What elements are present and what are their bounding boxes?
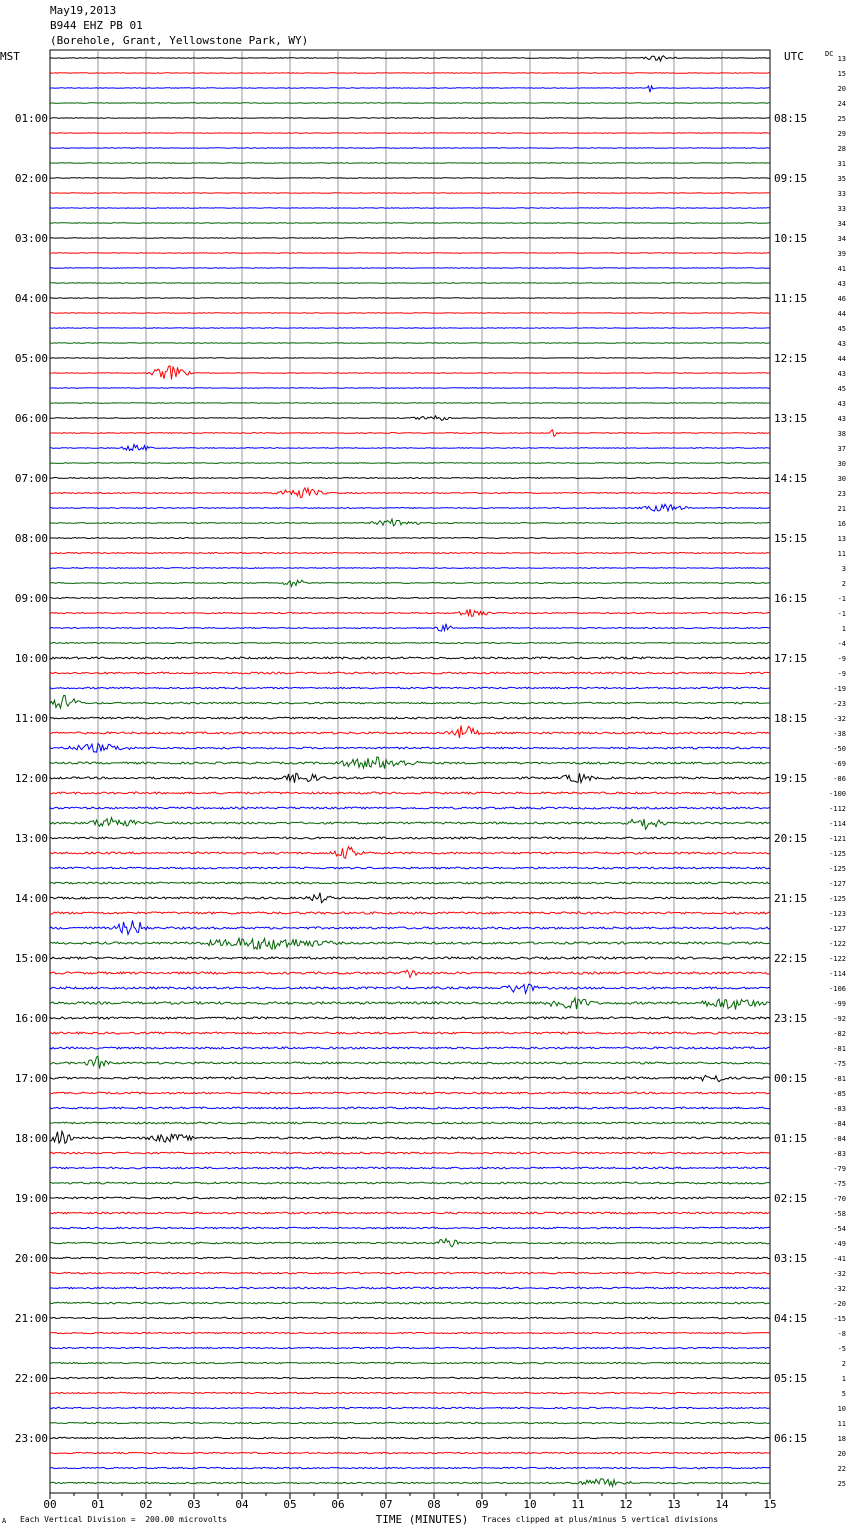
seismic-trace bbox=[50, 1047, 770, 1049]
right-hour-label: 12:15 bbox=[774, 352, 808, 365]
seismic-trace bbox=[50, 388, 770, 389]
seismic-trace bbox=[50, 163, 770, 164]
dc-offset-label: 43 bbox=[837, 415, 846, 423]
seismic-trace bbox=[50, 430, 770, 437]
seismic-trace bbox=[50, 921, 770, 935]
dc-offset-label: 22 bbox=[837, 1465, 846, 1473]
seismic-trace bbox=[50, 893, 770, 903]
x-tick-label: 15 bbox=[763, 1498, 777, 1511]
dc-offset-label: 38 bbox=[837, 430, 846, 438]
left-hour-label: 04:00 bbox=[14, 292, 48, 305]
seismic-trace bbox=[50, 1302, 770, 1304]
seismic-trace bbox=[50, 118, 770, 119]
dc-offset-label: 43 bbox=[837, 370, 846, 378]
right-hour-label: 21:15 bbox=[774, 892, 808, 905]
right-hour-label: 08:15 bbox=[774, 112, 808, 125]
seismic-trace bbox=[50, 792, 770, 794]
seismic-trace bbox=[50, 1479, 770, 1487]
seismic-trace bbox=[50, 597, 770, 598]
seismic-trace bbox=[50, 687, 770, 689]
seismic-trace bbox=[50, 1422, 770, 1423]
seismic-trace bbox=[50, 912, 770, 914]
seismic-trace bbox=[50, 726, 770, 739]
seismic-trace bbox=[50, 253, 770, 254]
dc-offset-label: -58 bbox=[833, 1210, 846, 1218]
dc-offset-label: -1 bbox=[837, 595, 846, 603]
right-hour-label: 14:15 bbox=[774, 472, 808, 485]
seismic-trace bbox=[50, 1167, 770, 1169]
seismic-trace bbox=[50, 343, 770, 344]
dc-offset-label: -83 bbox=[833, 1105, 846, 1113]
right-hour-label: 04:15 bbox=[774, 1312, 808, 1325]
left-hour-label: 14:00 bbox=[14, 892, 48, 905]
left-hour-label: 13:00 bbox=[14, 832, 48, 845]
seismic-trace bbox=[50, 268, 770, 269]
right-hour-label: 18:15 bbox=[774, 712, 808, 725]
dc-offset-label: 43 bbox=[837, 400, 846, 408]
seismic-trace bbox=[50, 773, 770, 783]
dc-offset-label: -1 bbox=[837, 610, 846, 618]
seismic-trace bbox=[50, 86, 770, 92]
dc-offset-label: 46 bbox=[837, 295, 846, 303]
seismic-trace bbox=[50, 298, 770, 299]
seismic-trace bbox=[50, 1317, 770, 1318]
seismic-trace bbox=[50, 103, 770, 104]
right-hour-label: 16:15 bbox=[774, 592, 808, 605]
dc-offset-label: -20 bbox=[833, 1300, 846, 1308]
seismic-trace bbox=[50, 938, 770, 949]
dc-offset-label: -32 bbox=[833, 1285, 846, 1293]
seismic-trace bbox=[50, 1212, 770, 1214]
dc-offset-label: -123 bbox=[829, 910, 846, 918]
seismic-trace bbox=[50, 1197, 770, 1199]
seismic-trace bbox=[50, 837, 770, 839]
seismic-trace bbox=[50, 504, 770, 511]
dc-offset-label: -54 bbox=[833, 1225, 846, 1233]
seismic-trace bbox=[50, 1287, 770, 1289]
dc-offset-label: -84 bbox=[833, 1135, 846, 1143]
seismic-trace bbox=[50, 1092, 770, 1094]
dc-offset-label: 25 bbox=[837, 1480, 846, 1488]
dc-offset-label: 5 bbox=[841, 1390, 846, 1398]
dc-offset-label: -114 bbox=[829, 820, 846, 828]
seismic-trace bbox=[50, 238, 770, 239]
seismic-trace bbox=[50, 553, 770, 554]
dc-offset-label: 10 bbox=[837, 1405, 846, 1413]
right-hour-label: 19:15 bbox=[774, 772, 808, 785]
chart-date: May19,2013 bbox=[50, 4, 117, 17]
dc-label: DC bbox=[825, 50, 834, 58]
seismic-trace bbox=[50, 1257, 770, 1259]
seismic-trace bbox=[50, 743, 770, 752]
seismic-trace bbox=[50, 1452, 770, 1453]
seismic-trace bbox=[50, 1122, 770, 1124]
dc-offset-label: 45 bbox=[837, 385, 846, 393]
dc-offset-label: 2 bbox=[841, 1360, 846, 1368]
x-tick-label: 10 bbox=[523, 1498, 537, 1511]
seismic-trace bbox=[50, 695, 770, 708]
dc-offset-label: 1 bbox=[841, 1375, 846, 1383]
right-axis-label: UTC bbox=[784, 50, 804, 63]
dc-offset-label: 30 bbox=[837, 475, 846, 483]
dc-offset-label: 29 bbox=[837, 130, 846, 138]
seismic-trace bbox=[50, 807, 770, 809]
right-hour-label: 02:15 bbox=[774, 1192, 808, 1205]
dc-offset-label: 13 bbox=[837, 55, 846, 63]
right-hour-label: 01:15 bbox=[774, 1132, 808, 1145]
seismic-trace bbox=[50, 73, 770, 74]
footer-left-mark: A bbox=[2, 1517, 7, 1525]
dc-offset-label: -38 bbox=[833, 730, 846, 738]
dc-offset-label: 20 bbox=[837, 1450, 846, 1458]
dc-offset-label: -8 bbox=[837, 1330, 846, 1338]
seismic-trace bbox=[50, 538, 770, 539]
dc-offset-label: -125 bbox=[829, 850, 846, 858]
dc-offset-label: -83 bbox=[833, 1150, 846, 1158]
left-hour-label: 19:00 bbox=[14, 1192, 48, 1205]
seismic-trace bbox=[50, 672, 770, 674]
dc-offset-label: 25 bbox=[837, 115, 846, 123]
seismic-trace bbox=[50, 1347, 770, 1348]
dc-offset-label: -127 bbox=[829, 880, 846, 888]
left-hour-label: 18:00 bbox=[14, 1132, 48, 1145]
x-tick-label: 11 bbox=[571, 1498, 585, 1511]
seismic-trace bbox=[50, 208, 770, 209]
right-hour-label: 17:15 bbox=[774, 652, 808, 665]
left-hour-label: 11:00 bbox=[14, 712, 48, 725]
seismic-trace bbox=[50, 717, 770, 719]
seismic-trace bbox=[50, 1152, 770, 1154]
x-tick-label: 01 bbox=[91, 1498, 105, 1511]
seismic-trace bbox=[50, 1437, 770, 1438]
x-tick-label: 12 bbox=[619, 1498, 633, 1511]
seismic-trace bbox=[50, 416, 770, 421]
seismic-trace bbox=[50, 445, 770, 451]
seismic-trace bbox=[50, 223, 770, 224]
dc-offset-label: 39 bbox=[837, 250, 846, 258]
dc-offset-label: -122 bbox=[829, 955, 846, 963]
dc-offset-label: -32 bbox=[833, 715, 846, 723]
dc-offset-label: -75 bbox=[833, 1060, 846, 1068]
left-hour-label: 06:00 bbox=[14, 412, 48, 425]
seismic-trace bbox=[50, 609, 770, 616]
x-tick-label: 14 bbox=[715, 1498, 729, 1511]
dc-offset-label: 16 bbox=[837, 520, 846, 528]
dc-offset-label: 34 bbox=[837, 220, 846, 228]
dc-offset-label: 23 bbox=[837, 490, 846, 498]
seismic-trace bbox=[50, 1227, 770, 1229]
left-hour-label: 10:00 bbox=[14, 652, 48, 665]
dc-offset-label: 31 bbox=[837, 160, 846, 168]
right-hour-label: 22:15 bbox=[774, 952, 808, 965]
left-hour-label: 17:00 bbox=[14, 1072, 48, 1085]
seismic-trace bbox=[50, 1056, 770, 1069]
dc-offset-label: -69 bbox=[833, 760, 846, 768]
left-hour-label: 12:00 bbox=[14, 772, 48, 785]
footer-clip-note: Traces clipped at plus/minus 5 vertical divisions bbox=[482, 1515, 719, 1524]
seismic-trace bbox=[50, 1131, 770, 1143]
seismic-trace bbox=[50, 283, 770, 284]
dc-offset-label: 33 bbox=[837, 190, 846, 198]
right-hour-label: 15:15 bbox=[774, 532, 808, 545]
dc-offset-label: -5 bbox=[837, 1345, 846, 1353]
dc-offset-label: 24 bbox=[837, 100, 846, 108]
seismic-trace bbox=[50, 148, 770, 149]
dc-offset-label: 37 bbox=[837, 445, 846, 453]
dc-offset-label: -4 bbox=[837, 640, 846, 648]
seismic-trace bbox=[50, 867, 770, 869]
seismic-trace bbox=[50, 568, 770, 569]
seismic-trace bbox=[50, 818, 770, 830]
seismic-trace bbox=[50, 519, 770, 526]
seismic-trace bbox=[50, 1017, 770, 1019]
seismic-trace bbox=[50, 1075, 770, 1081]
dc-offset-label: 11 bbox=[837, 550, 846, 558]
plot-frame bbox=[50, 50, 770, 1493]
dc-offset-label: -49 bbox=[833, 1240, 846, 1248]
dc-offset-label: 15 bbox=[837, 70, 846, 78]
left-axis-label: MST bbox=[0, 50, 20, 63]
left-hour-label: 05:00 bbox=[14, 352, 48, 365]
dc-offset-label: -114 bbox=[829, 970, 846, 978]
seismic-trace bbox=[50, 1392, 770, 1393]
x-tick-label: 04 bbox=[235, 1498, 249, 1511]
dc-offset-label: 13 bbox=[837, 535, 846, 543]
dc-offset-label: -41 bbox=[833, 1255, 846, 1263]
x-tick-label: 05 bbox=[283, 1498, 297, 1511]
seismic-trace bbox=[50, 1182, 770, 1184]
seismic-trace bbox=[50, 1239, 770, 1247]
seismic-trace bbox=[50, 488, 770, 498]
right-hour-label: 00:15 bbox=[774, 1072, 808, 1085]
dc-offset-label: -50 bbox=[833, 745, 846, 753]
dc-offset-label: 34 bbox=[837, 235, 846, 243]
dc-offset-label: -85 bbox=[833, 1090, 846, 1098]
x-tick-label: 00 bbox=[43, 1498, 57, 1511]
left-hour-label: 22:00 bbox=[14, 1372, 48, 1385]
dc-offset-label: -100 bbox=[829, 790, 846, 798]
seismic-trace bbox=[50, 1332, 770, 1333]
dc-offset-label: 33 bbox=[837, 205, 846, 213]
dc-offset-label: -23 bbox=[833, 700, 846, 708]
right-hour-label: 20:15 bbox=[774, 832, 808, 845]
dc-offset-label: -75 bbox=[833, 1180, 846, 1188]
x-tick-label: 07 bbox=[379, 1498, 393, 1511]
right-hour-label: 13:15 bbox=[774, 412, 808, 425]
chart-station-location: (Borehole, Grant, Yellowstone Park, WY) bbox=[50, 34, 309, 47]
seismic-trace bbox=[50, 403, 770, 404]
left-hour-label: 21:00 bbox=[14, 1312, 48, 1325]
dc-offset-label: -122 bbox=[829, 940, 846, 948]
dc-offset-label: 30 bbox=[837, 460, 846, 468]
dc-offset-label: 2 bbox=[841, 580, 846, 588]
seismic-trace bbox=[50, 984, 770, 993]
x-tick-label: 09 bbox=[475, 1498, 489, 1511]
dc-offset-label: -9 bbox=[837, 670, 846, 678]
dc-offset-label: 28 bbox=[837, 145, 846, 153]
dc-offset-label: -86 bbox=[833, 775, 846, 783]
seismic-trace bbox=[50, 366, 770, 380]
dc-offset-label: -32 bbox=[833, 1270, 846, 1278]
dc-offset-label: 3 bbox=[841, 565, 846, 573]
seismic-trace bbox=[50, 313, 770, 314]
dc-offset-label: -112 bbox=[829, 805, 846, 813]
dc-offset-label: -81 bbox=[833, 1045, 846, 1053]
dc-offset-label: 18 bbox=[837, 1435, 846, 1443]
seismic-trace bbox=[50, 193, 770, 194]
seismic-trace bbox=[50, 624, 770, 631]
right-hour-label: 11:15 bbox=[774, 292, 808, 305]
seismic-trace bbox=[50, 847, 770, 859]
right-hour-label: 23:15 bbox=[774, 1012, 808, 1025]
x-tick-label: 06 bbox=[331, 1498, 345, 1511]
dc-offset-label: -81 bbox=[833, 1075, 846, 1083]
seismic-trace bbox=[50, 178, 770, 179]
left-hour-label: 02:00 bbox=[14, 172, 48, 185]
seismic-trace bbox=[50, 998, 770, 1010]
left-hour-label: 16:00 bbox=[14, 1012, 48, 1025]
seismic-trace bbox=[50, 358, 770, 359]
right-hour-label: 05:15 bbox=[774, 1372, 808, 1385]
dc-offset-label: -19 bbox=[833, 685, 846, 693]
dc-offset-label: -92 bbox=[833, 1015, 846, 1023]
seismic-trace bbox=[50, 1407, 770, 1408]
right-hour-label: 09:15 bbox=[774, 172, 808, 185]
dc-offset-label: 11 bbox=[837, 1420, 846, 1428]
seismic-trace bbox=[50, 1467, 770, 1468]
x-tick-label: 02 bbox=[139, 1498, 153, 1511]
left-hour-label: 23:00 bbox=[14, 1432, 48, 1445]
dc-offset-label: -106 bbox=[829, 985, 846, 993]
seismic-trace bbox=[50, 580, 770, 586]
dc-offset-label: -125 bbox=[829, 895, 846, 903]
chart-station-code: B944 EHZ PB 01 bbox=[50, 19, 143, 32]
dc-offset-label: 43 bbox=[837, 280, 846, 288]
dc-offset-label: 44 bbox=[837, 355, 846, 363]
x-axis-title: TIME (MINUTES) bbox=[375, 1513, 469, 1526]
dc-offset-label: -82 bbox=[833, 1030, 846, 1038]
seismic-trace bbox=[50, 882, 770, 884]
footer-scale-note: Each Vertical Division = 200.00 microvolts bbox=[20, 1515, 228, 1524]
dc-offset-label: -127 bbox=[829, 925, 846, 933]
seismic-trace bbox=[50, 1272, 770, 1274]
seismic-trace bbox=[50, 463, 770, 464]
dc-offset-label: 35 bbox=[837, 175, 846, 183]
x-tick-label: 03 bbox=[187, 1498, 201, 1511]
seismic-trace bbox=[50, 1362, 770, 1363]
right-hour-label: 10:15 bbox=[774, 232, 808, 245]
seismic-trace bbox=[50, 56, 770, 61]
dc-offset-label: 1 bbox=[841, 625, 846, 633]
left-hour-label: 01:00 bbox=[14, 112, 48, 125]
dc-offset-label: -84 bbox=[833, 1120, 846, 1128]
seismic-trace bbox=[50, 133, 770, 134]
dc-offset-label: 44 bbox=[837, 310, 846, 318]
seismic-trace bbox=[50, 657, 770, 659]
left-hour-label: 07:00 bbox=[14, 472, 48, 485]
dc-offset-label: -9 bbox=[837, 655, 846, 663]
dc-offset-label: -70 bbox=[833, 1195, 846, 1203]
right-hour-label: 06:15 bbox=[774, 1432, 808, 1445]
dc-offset-label: -99 bbox=[833, 1000, 846, 1008]
dc-offset-label: 45 bbox=[837, 325, 846, 333]
dc-offset-label: -125 bbox=[829, 865, 846, 873]
left-hour-label: 09:00 bbox=[14, 592, 48, 605]
dc-offset-label: 20 bbox=[837, 85, 846, 93]
x-tick-label: 08 bbox=[427, 1498, 441, 1511]
seismic-trace bbox=[50, 328, 770, 329]
dc-offset-label: -79 bbox=[833, 1165, 846, 1173]
right-hour-label: 03:15 bbox=[774, 1252, 808, 1265]
left-hour-label: 08:00 bbox=[14, 532, 48, 545]
seismic-trace bbox=[50, 957, 770, 959]
x-tick-label: 13 bbox=[667, 1498, 681, 1511]
dc-offset-label: -15 bbox=[833, 1315, 846, 1323]
seismic-trace bbox=[50, 1107, 770, 1109]
dc-offset-label: 41 bbox=[837, 265, 846, 273]
seismic-trace bbox=[50, 1377, 770, 1378]
left-hour-label: 20:00 bbox=[14, 1252, 48, 1265]
left-hour-label: 03:00 bbox=[14, 232, 48, 245]
dc-offset-label: 21 bbox=[837, 505, 846, 513]
dc-offset-label: -121 bbox=[829, 835, 846, 843]
seismic-trace bbox=[50, 970, 770, 977]
seismic-trace bbox=[50, 643, 770, 644]
dc-offset-label: 43 bbox=[837, 340, 846, 348]
seismic-trace bbox=[50, 1032, 770, 1034]
left-hour-label: 15:00 bbox=[14, 952, 48, 965]
seismic-trace bbox=[50, 478, 770, 479]
seismic-trace bbox=[50, 757, 770, 769]
